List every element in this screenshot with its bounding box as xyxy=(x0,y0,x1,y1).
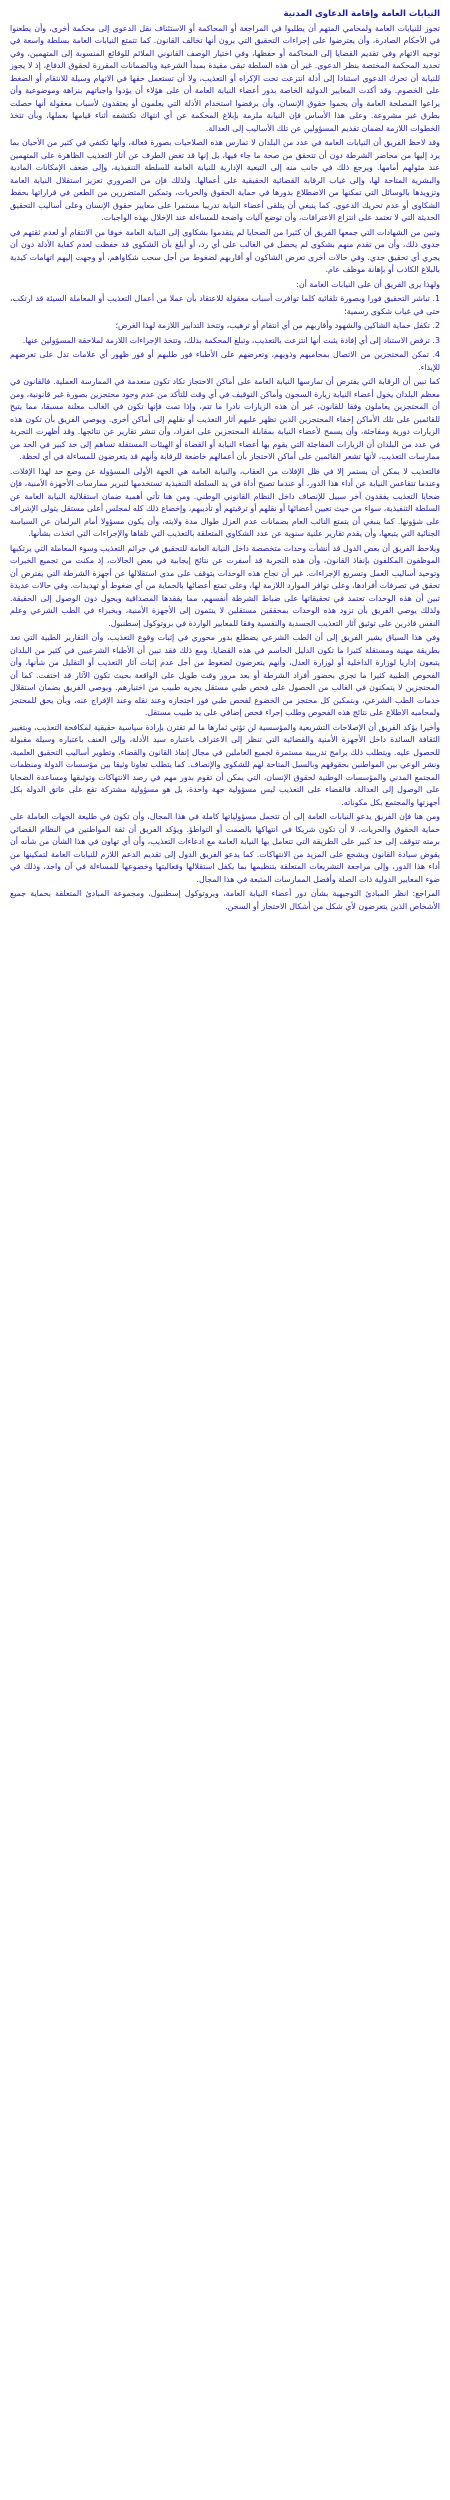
list-item: 3. ترفض الاستناد إلى أي إفادة يثبت أنها انتزعت بالتعذيب، وتبلغ المحكمة بذلك، وتتخذ الإجراءات اللازمة لملاحقة المسؤولين عنها. xyxy=(22,335,440,345)
paragraph: ومن هنا فإن الفريق يدعو النيابات العامة إلى أن تتحمل مسؤولياتها كاملة في هذا المجال، وأن تكون في طليعة الجهات العاملة على حماية الحقوق والحريات، لا أن تكون شريكا في انتهاكها بالصمت أو التواطؤ. ويؤكد الفريق أن ثقة المواطنين في النظام القضائي برمته تتوقف إلى حد كبير على الطريقة التي تتعامل بها النيابة العامة مع ادعاءات التعذيب، وأن أي تهاون في هذا الشأن من شأنه أن يقوض سيادة القانون ويشجع على المزيد من الانتهاكات. كما يدعو الفريق الدول إلى تقديم الدعم اللازم للنيابات العامة لتمكينها من أداء هذا الدور، وإلى مراجعة التشريعات المتعلقة بتنظيمها بما يكفل استقلالها وفعاليتها وخضوعها للمساءلة في آن واحد، وذلك في ضوء المعايير الدولية ذات الصلة وأفضل الممارسات المتبعة في هذا المجال. xyxy=(10,812,440,884)
list-item: 2. تكفل حماية الشاكين والشهود وأقاربهم من أي انتقام أو ترهيب، وتتخذ التدابير اللازمة لهذا الغرض؛ xyxy=(115,321,440,330)
paragraph: كما تبين أن الرقابة التي يفترض أن تمارسها النيابة العامة على أماكن الاحتجاز تكاد تكون منعدمة في الممارسة العملية. فالقانون في معظم البلدان يخول أعضاء النيابة زيارة السجون وأماكن التوقيف في أي وقت للتأكد من عدم وجود محتجزين بصورة غير قانونية، ومن أن المحتجزين يعاملون وفقا للقانون، غير أن هذه الزيارات نادرا ما تتم، وإذا تمت فإنها تكون في الغالب معلنة مسبقا، مما يتيح للقائمين على تلك الأماكن إخفاء المحتجزين الذين تظهر عليهم آثار التعذيب أو نقلهم إلى أماكن أخرى. ويوصي الفريق بأن تكون هذه الزيارات دورية ومفاجئة، وأن يسمح لأعضاء النيابة بمقابلة المحتجزين على انفراد، وأن تنشر تقارير عن نتائجها. وقد أظهرت التجربة في عدد من البلدان أن الزيارات المفاجئة التي يقوم بها أعضاء النيابة أو القضاة أو الهيئات المستقلة تساهم إلى حد كبير في الحد من ممارسات التعذيب، لأنها تشعر القائمين على أماكن الاحتجاز بأن أعمالهم خاضعة للرقابة وأنهم قد يتعرضون للمساءلة في أي لحظة. xyxy=(10,377,440,461)
paragraph: وأخيرا يؤكد الفريق أن الإصلاحات التشريعية والمؤسسية لن تؤتي ثمارها ما لم تقترن بإرادة سياسية حقيقية لمكافحة التعذيب، وبتغيير الثقافة السائدة داخل الأجهزة الأمنية والقضائية التي تنظر إلى الاعتراف باعتباره سيد الأدلة، وإلى العنف باعتباره وسيلة مقبولة للحصول عليه. ويتطلب ذلك برامج تدريبية مستمرة لجميع العاملين في مجال إنفاذ القانون والقضاء، وتطوير أساليب التحقيق العلمية، ونشر الوعي بين المواطنين بحقوقهم وبالسبل المتاحة لهم للشكوى والإنصاف. كما يتطلب تعاونا وثيقا بين مؤسسات الدولة ومنظمات المجتمع المدني والمؤسسات الوطنية لحقوق الإنسان، التي يمكن أن تقوم بدور مهم في رصد الانتهاكات وتوثيقها ومساعدة الضحايا على الوصول إلى العدالة. فالقضاء على التعذيب ليس مسؤولية جهة واحدة، بل هو مسؤولية مشتركة تقع على عاتق الدولة بكل أجهزتها والمجتمع بكل مكوناته. xyxy=(10,722,440,807)
list-item: 4. تمكن المحتجزين من الاتصال بمحاميهم وذويهم، وتعرضهم على الأطباء فور طلبهم أو فور ظهور أي علامات تدل على تعرضهم للإيذاء. xyxy=(10,350,440,372)
paragraph: المراجع: انظر المبادئ التوجيهية بشأن دور أعضاء النيابة العامة، وبروتوكول إسطنبول، ومجموعة المبادئ المتعلقة بحماية جميع الأشخاص الذين يتعرضون لأي شكل من أشكال الاحتجاز أو السجن. xyxy=(10,889,440,911)
paragraph: فالتعذيب لا يمكن أن يستمر إلا في ظل الإفلات من العقاب، والنيابة العامة هي الجهة الأولى المسؤولة عن وضع حد لهذا الإفلات. وعندما تتقاعس النيابة عن أداء هذا الدور، أو عندما تصبح أداة في يد السلطة التنفيذية تستخدمها لتبرير ممارسات الأجهزة الأمنية، فإن ضحايا التعذيب يفقدون آخر سبيل للإنصاف داخل النظام القانوني الوطني. ومن هنا تأتي أهمية ضمان استقلالية النيابة العامة عن السلطة التنفيذية، سواء من حيث تعيين أعضائها أو نقلهم أو ترقيتهم أو تأديبهم، وإخضاع ذلك كله لمجلس أعلى مستقل يتولى الإشراف على شؤونها. كما ينبغي أن يتمتع النائب العام بضمانات عدم العزل طوال مدة ولايته، وأن يكون مسؤولا أمام البرلمان عن السياسة الجنائية التي يتبعها، وأن يقدم تقارير علنية سنوية عن عدد الشكاوى المتعلقة بالتعذيب التي تلقاها والإجراءات التي اتخذت بشأنها. xyxy=(10,466,440,538)
paragraph: وتبين من الشهادات التي جمعها الفريق أن كثيرا من الضحايا لم يتقدموا بشكاوى إلى النيابة العامة خوفا من الانتقام أو لعدم ثقتهم في جدوى ذلك، وأن من تقدم منهم بشكوى لم يحصل في الغالب على أي رد، أو أبلغ بأن الشكوى قد حفظت لعدم كفاية الأدلة دون أن يجري أي تحقيق جدي. وفي حالات أخرى تعرض الشاكون أو أقاربهم لضغوط من أجل سحب شكاواهم، أو وجهت إليهم اتهامات كيدية بالبلاغ الكاذب أو بإهانة موظف عام. xyxy=(10,227,440,274)
paragraph: ويلاحظ الفريق أن بعض الدول قد أنشأت وحدات متخصصة داخل النيابة العامة للتحقيق في جرائم التعذيب وسوء المعاملة التي يرتكبها الموظفون المكلفون بإنفاذ القانون، وأن هذه التجربة قد أسفرت عن نتائج إيجابية في بعض الحالات، إذ مكنت من تجميع الخبرات وتوحيد أساليب العمل وتسريع الإجراءات. غير أن نجاح هذه الوحدات يتوقف على مدى استقلالها عن أجهزة الشرطة التي يفترض أن تحقق في تصرفات أفرادها، وعلى توافر الموارد اللازمة لها، وعلى تمتع أعضائها بالحماية من أي ضغوط أو تهديدات. وفي حالات عديدة تبين أن هذه الوحدات تعتمد في تحقيقاتها على ضباط الشرطة أنفسهم، مما يفقدها المصداقية ويحول دون الوصول إلى الحقيقة. ولذلك يوصي الفريق بأن تزود هذه الوحدات بمحققين مستقلين لا ينتمون إلى الأجهزة الأمنية، وبخبراء في الطب الشرعي وعلم النفس قادرين على توثيق آثار التعذيب الجسدية والنفسية وفقا للمعايير الواردة في بروتوكول إسطنبول. xyxy=(10,543,440,628)
list-item: 1. تباشر التحقيق فورا وبصورة تلقائية كلما توافرت أسباب معقولة للاعتقاد بأن عملا من أعمال التعذيب أو المعاملة السيئة قد ارتكب، حتى في غياب شكوى رسمية؛ xyxy=(10,294,440,316)
paragraph: ولهذا يرى الفريق أن على النيابات العامة أن: xyxy=(296,279,440,289)
paragraph: تجوز للنيابات العامة ولمحامي المتهم أن يطلبوا في المراجعة أو المحاكمة أو الاستئناف نقل الدعوى إلى محكمة أخرى، وأن يطعنوا في الأحكام الصادرة، وأن يعترضوا على إجراءات التحقيق التي يرون أنها تخالف القانون. كما تتمتع النيابات العامة بسلطة واسعة في توجيه الاتهام وفي تقديم القضايا إلى المحاكمة أو حفظها، وفي اختيار الوصف القانوني الملائم للوقائع المنسوبة إلى المتهمين، وفي تحديد المحكمة المختصة بنظر الدعوى. غير أن هذه السلطة تبقى مقيدة بمبدأ الشرعية وبالضمانات المقررة لحقوق الدفاع، إذ لا يجوز للنيابة أن تحرك الدعوى استنادا إلى أدلة انتزعت تحت الإكراه أو التعذيب، ولا أن تستعمل حقها في الاتهام وسيلة للانتقام أو الضغط على الخصوم. وقد أكدت المعايير الدولية الخاصة بدور أعضاء النيابة العامة أن على هؤلاء أن يؤدوا واجباتهم بنزاهة وموضوعية وأن يراعوا المصلحة العامة وأن يحموا حقوق الإنسان، وأن يرفضوا استخدام الأدلة التي يعلمون أو يعتقدون لأسباب معقولة أنها حصلت بطرق غير مشروعة. وعلى هذا الأساس فإن النيابة ملزمة بإبلاغ المحكمة عن أي انتهاك تكتشفه أثناء قيامها بعملها، وبأن تتخذ الخطوات اللازمة لضمان تقديم المسؤولين عن تلك الأساليب إلى العدالة. xyxy=(10,23,440,133)
paragraph: وقد لاحظ الفريق أن النيابات العامة في عدد من البلدان لا تمارس هذه الصلاحيات بصورة فعالة، وأنها تكتفي في كثير من الأحيان بما يرد إليها من محاضر الشرطة دون أن تتحقق من صحة ما جاء فيها، بل إنها قد تغض الطرف عن آثار التعذيب الظاهرة على المتهمين عند مثولهم أمامها. ويرجع ذلك في جانب منه إلى التبعية الإدارية للنيابة العامة للسلطة التنفيذية، وإلى ضعف الإمكانات المادية والبشرية المتاحة لها، وإلى غياب الرقابة القضائية الحقيقية على أعمالها. ولذلك فإن من الضروري تعزيز استقلال النيابة العامة وتزويدها بالوسائل التي تمكنها من الاضطلاع بدورها في حماية الحقوق والحريات، وتمكين المتضررين من الطعن في قراراتها بحفظ الشكاوى أو عدم تحريك الدعوى. كما ينبغي أن يتلقى أعضاء النيابة تدريبا مستمرا على معايير حقوق الإنسان وعلى أساليب التحقيق الحديثة التي لا تعتمد على انتزاع الاعترافات، وأن توضع آليات واضحة للمساءلة عند الإخلال بهذه الواجبات. xyxy=(10,138,440,222)
document-title: النيابات العامة وإقامة الدعاوى المدنية xyxy=(283,9,440,19)
paragraph: وفي هذا السياق يشير الفريق إلى أن الطب الشرعي يضطلع بدور محوري في إثبات وقوع التعذيب، وأن التقارير الطبية التي تعد بطريقة مهنية ومستقلة كثيرا ما تكون الدليل الحاسم في هذه القضايا. ومع ذلك فقد تبين أن الأطباء الشرعيين في كثير من البلدان يتبعون إداريا لوزارة الداخلية أو لوزارة العدل، وأنهم يتعرضون لضغوط من أجل عدم إثبات آثار التعذيب أو التقليل من شأنها، وأن الفحوص الطبية كثيرا ما تجري بحضور أفراد الشرطة أو بعد مرور وقت طويل على الواقعة بحيث تكون الآثار قد اختفت. كما أن المحتجزين لا يتمكنون في الغالب من الحصول على فحص طبي مستقل يجريه طبيب من اختيارهم. ويوصي الفريق بضمان استقلال خدمات الطب الشرعي، وبتمكين كل محتجز من الخضوع لفحص طبي فور احتجازه وعند نقله وعند الإفراج عنه، وبأن يحق للمحتجز ولمحاميه الاطلاع على نتائج هذه الفحوص وطلب إجراء فحص إضافي على يد طبيب مستقل. xyxy=(10,633,440,717)
